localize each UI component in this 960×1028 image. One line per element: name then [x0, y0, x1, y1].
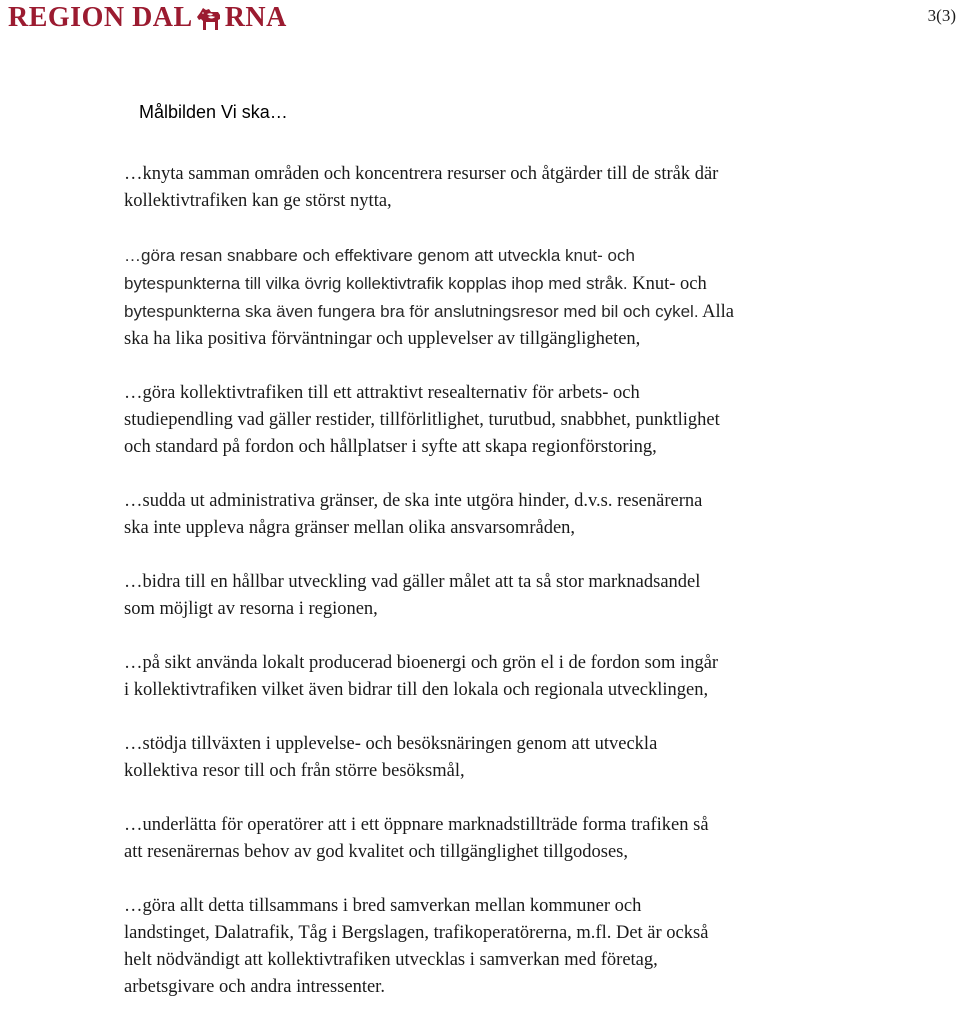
- text-line: [124, 326, 894, 353]
- text-line: [124, 596, 894, 623]
- text-line: [124, 515, 894, 542]
- line-text: helt nödvändigt att kollektivtrafiken utvecklas i samverkan med företag,: [124, 950, 658, 970]
- paragraph: [124, 569, 894, 623]
- line-text: att resenärernas behov av god kvalitet och tillgänglighet tillgodoses,: [124, 842, 628, 862]
- text-line: [124, 298, 894, 326]
- text-line: [124, 161, 894, 188]
- line-text: bytespunkterna ska även fungera bra för anslutningsresor med bil och cykel.: [124, 302, 699, 321]
- logo-text-right: RNA: [224, 2, 287, 33]
- line-text: …knyta samman områden och koncentrera resurser och åtgärder till de stråk där: [124, 164, 719, 184]
- line-text: …på sikt använda lokalt producerad bioenergi och grön el i de fordon som ingår: [124, 653, 719, 673]
- section-heading: Målbilden Vi ska…: [139, 102, 288, 122]
- line-text: kollektivtrafiken kan ge störst nytta,: [124, 191, 392, 211]
- text-line: [124, 188, 894, 215]
- paragraph: [124, 380, 894, 461]
- line-text: i kollektivtrafiken vilket även bidrar till den lokala och regionala utvecklingen,: [124, 680, 709, 700]
- text-line: [124, 650, 894, 677]
- text-line: [124, 839, 894, 866]
- line-text: arbetsgivare och andra intressenter.: [124, 977, 385, 997]
- paragraph: [124, 488, 894, 542]
- document-body: [124, 161, 894, 1028]
- text-line: [124, 731, 894, 758]
- region-dalarna-logo: [8, 1, 287, 35]
- paragraph: [124, 812, 894, 866]
- text-line: [124, 434, 894, 461]
- text-line: [124, 380, 894, 407]
- line-text: bytespunkterna till vilka övrig kollektivtrafik kopplas ihop med stråk.: [124, 274, 628, 293]
- line-tail-text: Alla: [698, 302, 735, 322]
- text-line: [124, 920, 894, 947]
- line-text: landstinget, Dalatrafik, Tåg i Bergslagen, trafikoperatörerna, m.fl. Det är också: [124, 923, 709, 943]
- paragraph: [124, 242, 894, 353]
- text-line: [124, 569, 894, 596]
- text-line: [124, 407, 894, 434]
- text-line: [124, 947, 894, 974]
- line-text: …göra kollektivtrafiken till ett attraktivt resealternativ för arbets- och: [124, 383, 640, 403]
- text-line: [124, 270, 894, 298]
- page-number: 3(3): [927, 6, 956, 25]
- text-line: [124, 488, 894, 515]
- dala-horse-icon: [194, 4, 224, 32]
- line-text: ska inte uppleva några gränser mellan olika ansvarsområden,: [124, 518, 576, 538]
- line-text: studiependling vad gäller restider, tillförlitlighet, turutbud, snabbhet, punktlighet: [124, 410, 720, 430]
- text-line: [124, 893, 894, 920]
- document-header: [0, 0, 960, 40]
- line-text: ska ha lika positiva förväntningar och upplevelser av tillgängligheten,: [124, 329, 641, 349]
- line-text: som möjligt av resorna i regionen,: [124, 599, 378, 619]
- line-text: …bidra till en hållbar utveckling vad gäller målet att ta så stor marknadsandel: [124, 572, 701, 592]
- logo-text-left: REGION DAL: [8, 2, 193, 33]
- text-line: [124, 242, 894, 270]
- line-text: …sudda ut administrativa gränser, de ska inte utgöra hinder, d.v.s. resenärerna: [124, 491, 703, 511]
- paragraph: [124, 650, 894, 704]
- line-text: …göra resan snabbare och effektivare genom att utveckla knut- och: [124, 246, 635, 265]
- text-line: [124, 758, 894, 785]
- line-text: …underlätta för operatörer att i ett öppnare marknadstillträde forma trafiken så: [124, 815, 709, 835]
- line-tail-text: Knut- och: [627, 274, 707, 294]
- text-line: [124, 974, 894, 1001]
- line-text: och standard på fordon och hållplatser i syfte att skapa regionförstoring,: [124, 437, 657, 457]
- line-text: …göra allt detta tillsammans i bred samverkan mellan kommuner och: [124, 896, 642, 916]
- text-line: [124, 677, 894, 704]
- paragraph: [124, 731, 894, 785]
- line-text: …stödja tillväxten i upplevelse- och besöksnäringen genom att utveckla: [124, 734, 658, 754]
- paragraph: [124, 893, 894, 1001]
- line-text: kollektiva resor till och från större besöksmål,: [124, 761, 465, 781]
- paragraph: [124, 161, 894, 215]
- text-line: [124, 812, 894, 839]
